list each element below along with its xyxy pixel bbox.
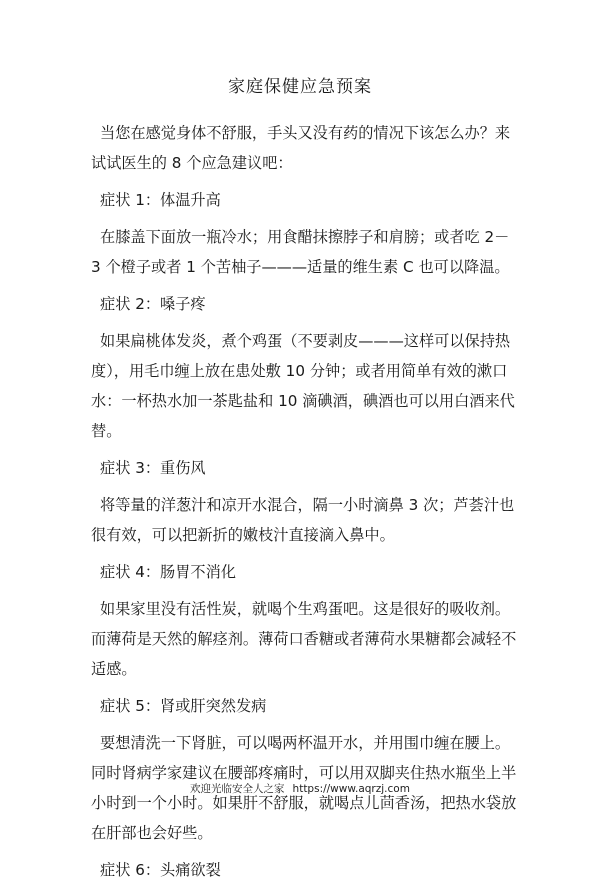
symptom-2-heading: 症状 2：嗓子疼 <box>100 295 206 313</box>
page-footer <box>0 782 600 796</box>
document-title: 家庭保健应急预案 <box>228 77 372 97</box>
symptom-5-heading: 症状 5：肾或肝突然发病 <box>100 697 267 715</box>
footer-site-name: 欢迎光临安全人之家 <box>190 783 285 795</box>
intro-paragraph: 当您在感觉身体不舒服，手头又没有药的情况下该怎么办？来试试医生的 8 个应急建议吧： <box>91 124 511 172</box>
document-body <box>91 118 519 892</box>
symptom-3-advice: 将等量的洋葱汁和凉开水混合，隔一小时滴鼻 3 次；芦荟汁也很有效，可以把新折的嫩枝汁直接滴入鼻中。 <box>91 496 515 544</box>
symptom-1-advice: 在膝盖下面放一瓶冷水；用食醋抹擦脖子和肩膀；或者吃 2－3 个橙子或者 1 个苦柚子———适量的维生素 C 也可以降温。 <box>91 228 510 276</box>
symptom-3-heading: 症状 3：重伤风 <box>100 459 206 477</box>
symptom-5-advice: 要想清洗一下肾脏，可以喝两杯温开水，并用围巾缠在腰上。同时肾病学家建议在腰部疼痛时，可以用双脚夹住热水瓶坐上半小时到一个小时。如果肝不舒服，就喝点儿茴香汤，把热水袋放在肝部也会好些。 <box>91 734 517 842</box>
symptom-6-heading: 症状 6：头痛欲裂 <box>100 861 221 879</box>
symptom-2-advice: 如果扁桃体发炎，煮个鸡蛋（不要剥皮———这样可以保持热度），用毛巾缠上放在患处敷 10 分钟；或者用简单有效的漱口水：一杯热水加一茶匙盐和 10 滴碘酒，碘酒也可以用白酒来代替。 <box>91 332 515 440</box>
symptom-4-heading: 症状 4：肠胃不消化 <box>100 563 236 581</box>
symptom-1-heading: 症状 1：体温升高 <box>100 191 221 209</box>
footer-url-link[interactable]: https://www.aqrzj.com <box>292 783 410 795</box>
symptom-4-advice: 如果家里没有活性炭，就喝个生鸡蛋吧。这是很好的吸收剂。而薄荷是天然的解痉剂。薄荷口香糖或者薄荷水果糖都会减轻不适感。 <box>91 600 517 678</box>
